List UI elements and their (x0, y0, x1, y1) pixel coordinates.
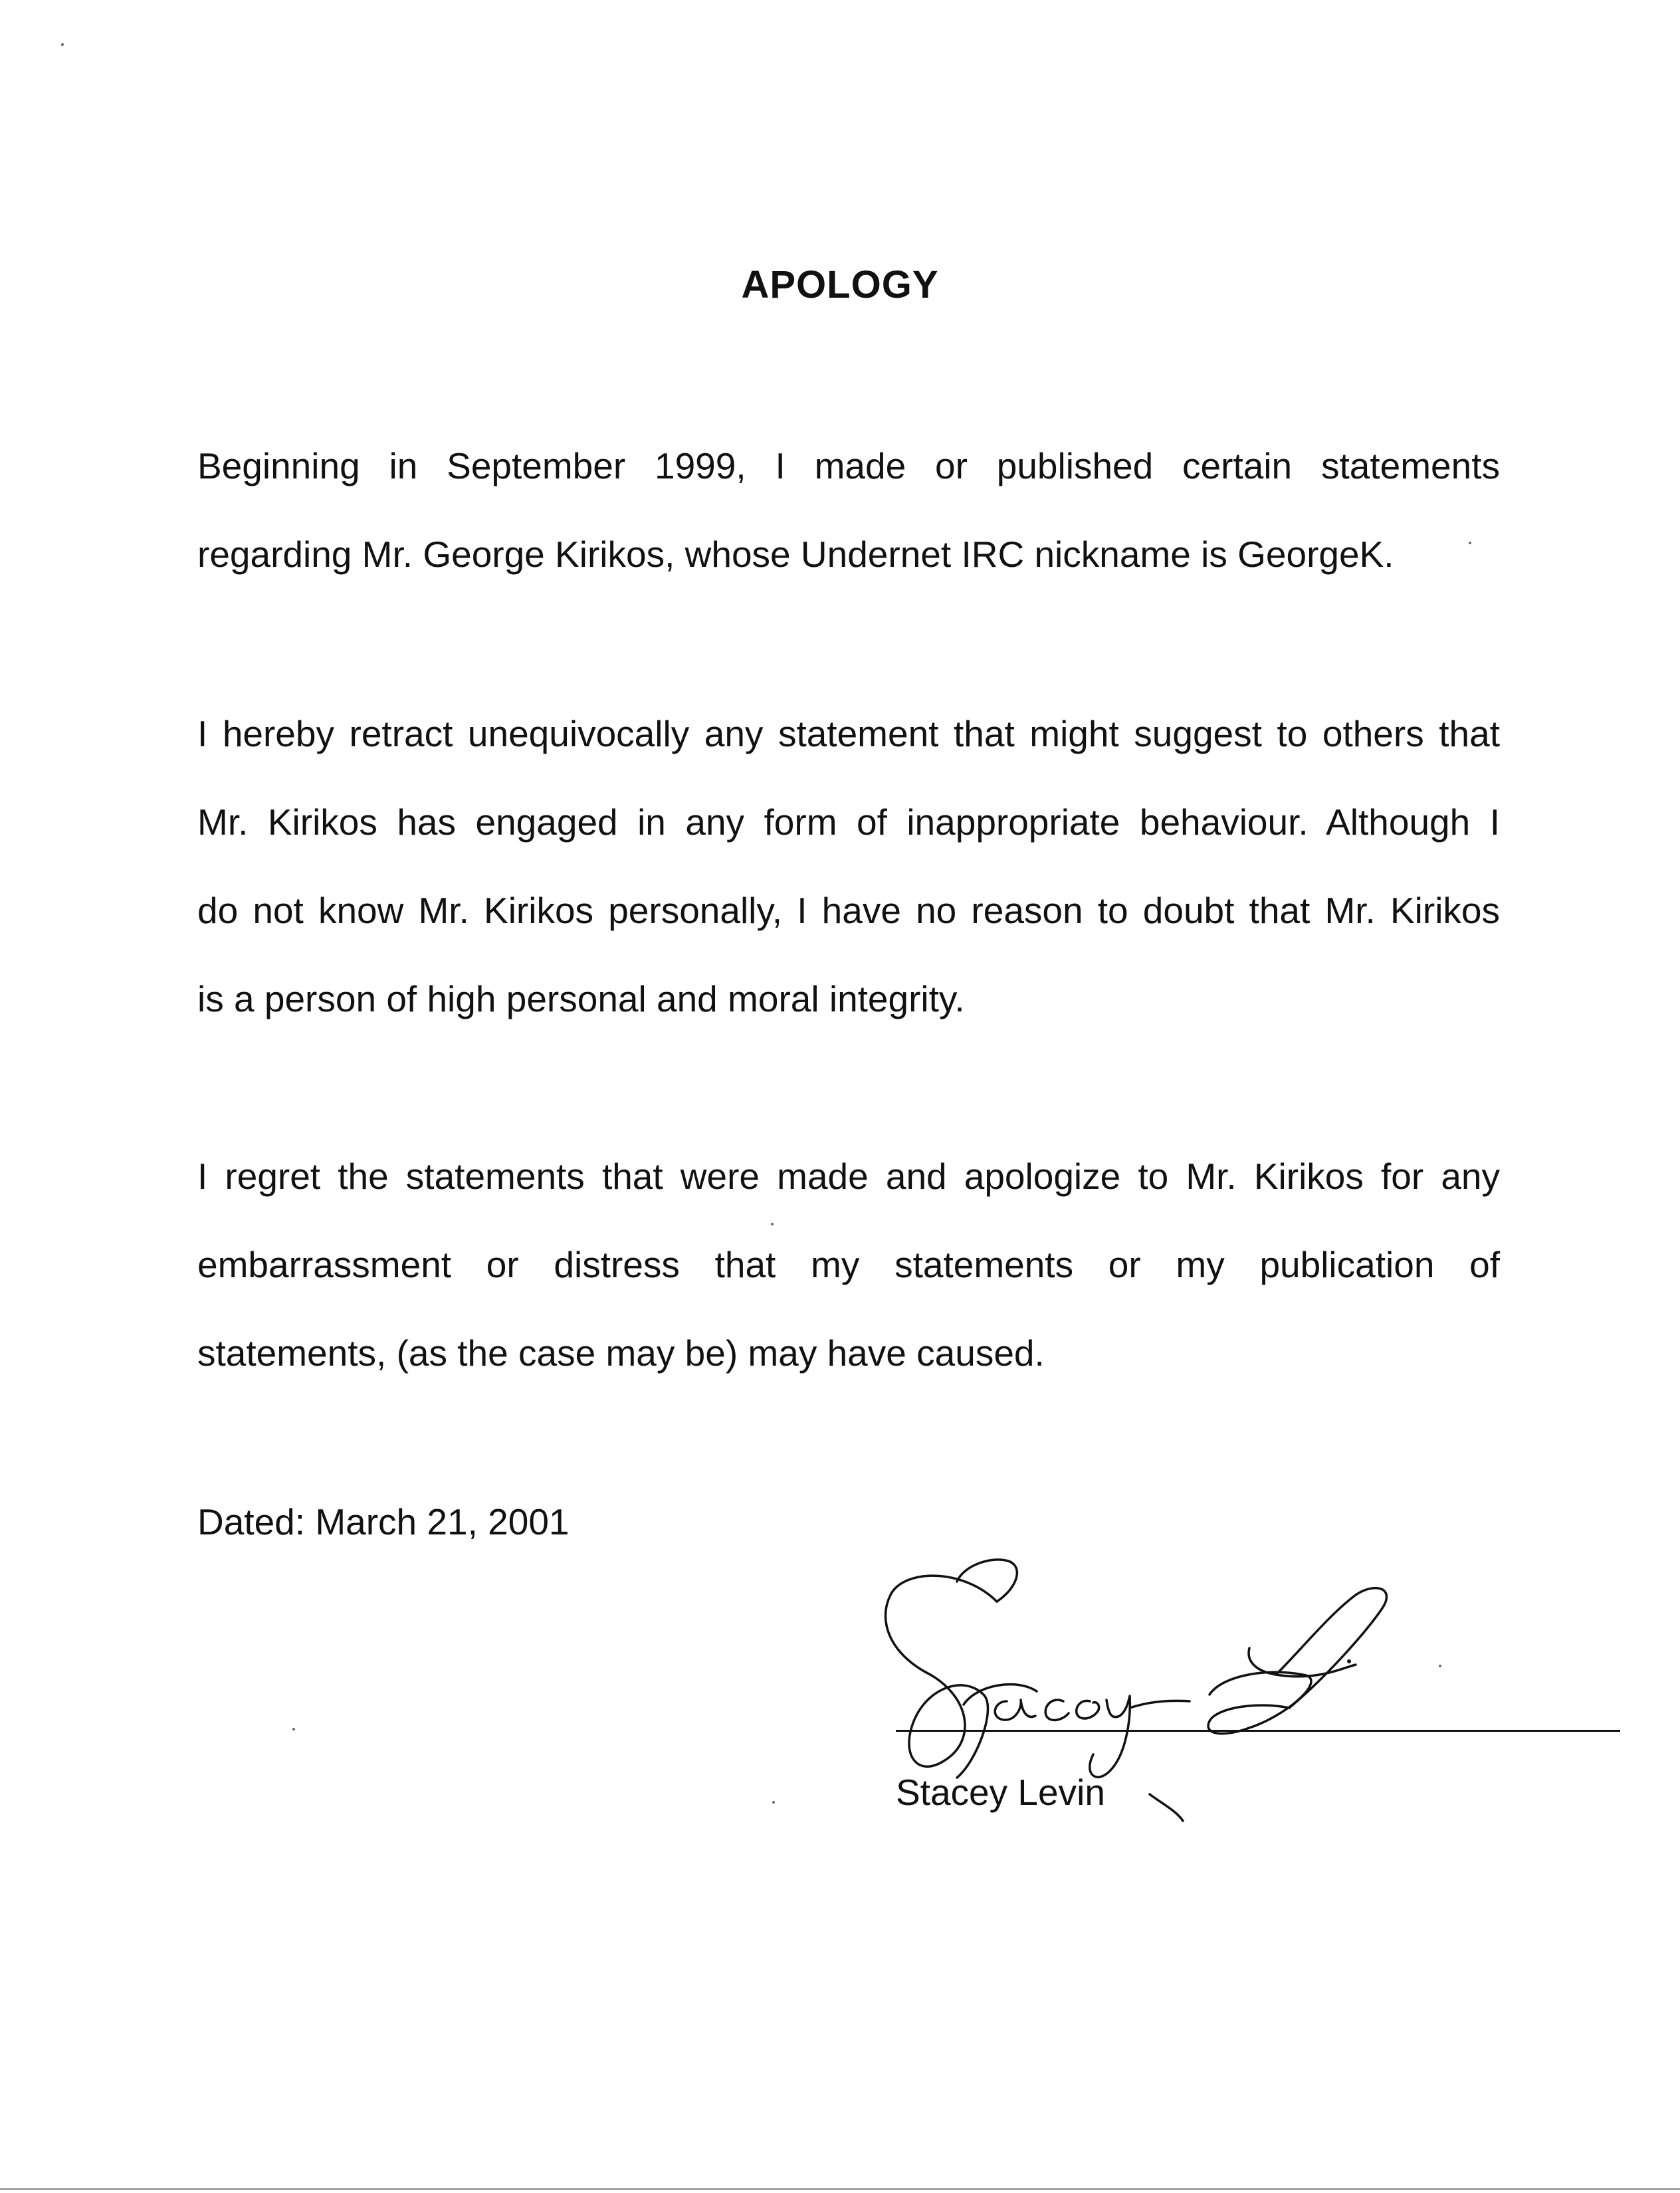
paragraph-line: is a person of high personal and moral integrity. (197, 978, 965, 1019)
paragraph-line: Beginning in September 1999, I made or published certain statements (197, 445, 1500, 486)
paragraph-line: I hereby retract unequivocally any statement that might suggest to others that (197, 713, 1500, 754)
signature-line (896, 1730, 1620, 1732)
scan-speck (1469, 542, 1471, 544)
paragraph-line: Mr. Kirikos has engaged in any form of inappropriate behaviour. Although I (197, 801, 1500, 843)
paragraph-line: I regret the statements that were made and apologize to Mr. Kirikos for any (197, 1156, 1500, 1197)
paragraph-line: embarrassment or distress that my statements or my publication of (197, 1244, 1500, 1285)
paragraph-retraction (197, 690, 1500, 1043)
scan-speck (61, 43, 64, 46)
scan-edge (0, 2188, 1680, 2190)
dated-line: Dated: March 21, 2001 (197, 1501, 570, 1542)
scan-speck (771, 1223, 774, 1225)
paragraph-line: regarding Mr. George Kirikos, whose Undernet IRC nickname is GeorgeK. (197, 534, 1394, 575)
paragraph-statements (197, 422, 1500, 599)
document-title: APOLOGY (741, 263, 939, 306)
scan-speck (1439, 1665, 1441, 1667)
scan-speck (772, 1801, 775, 1804)
scan-speck (292, 1728, 295, 1730)
paragraph-regret (197, 1132, 1500, 1398)
signatory-name: Stacey Levin (896, 1772, 1105, 1813)
paragraph-line: do not know Mr. Kirikos personally, I have no reason to doubt that Mr. Kirikos (197, 890, 1500, 931)
paragraph-line: statements, (as the case may be) may have caused. (197, 1332, 1045, 1374)
